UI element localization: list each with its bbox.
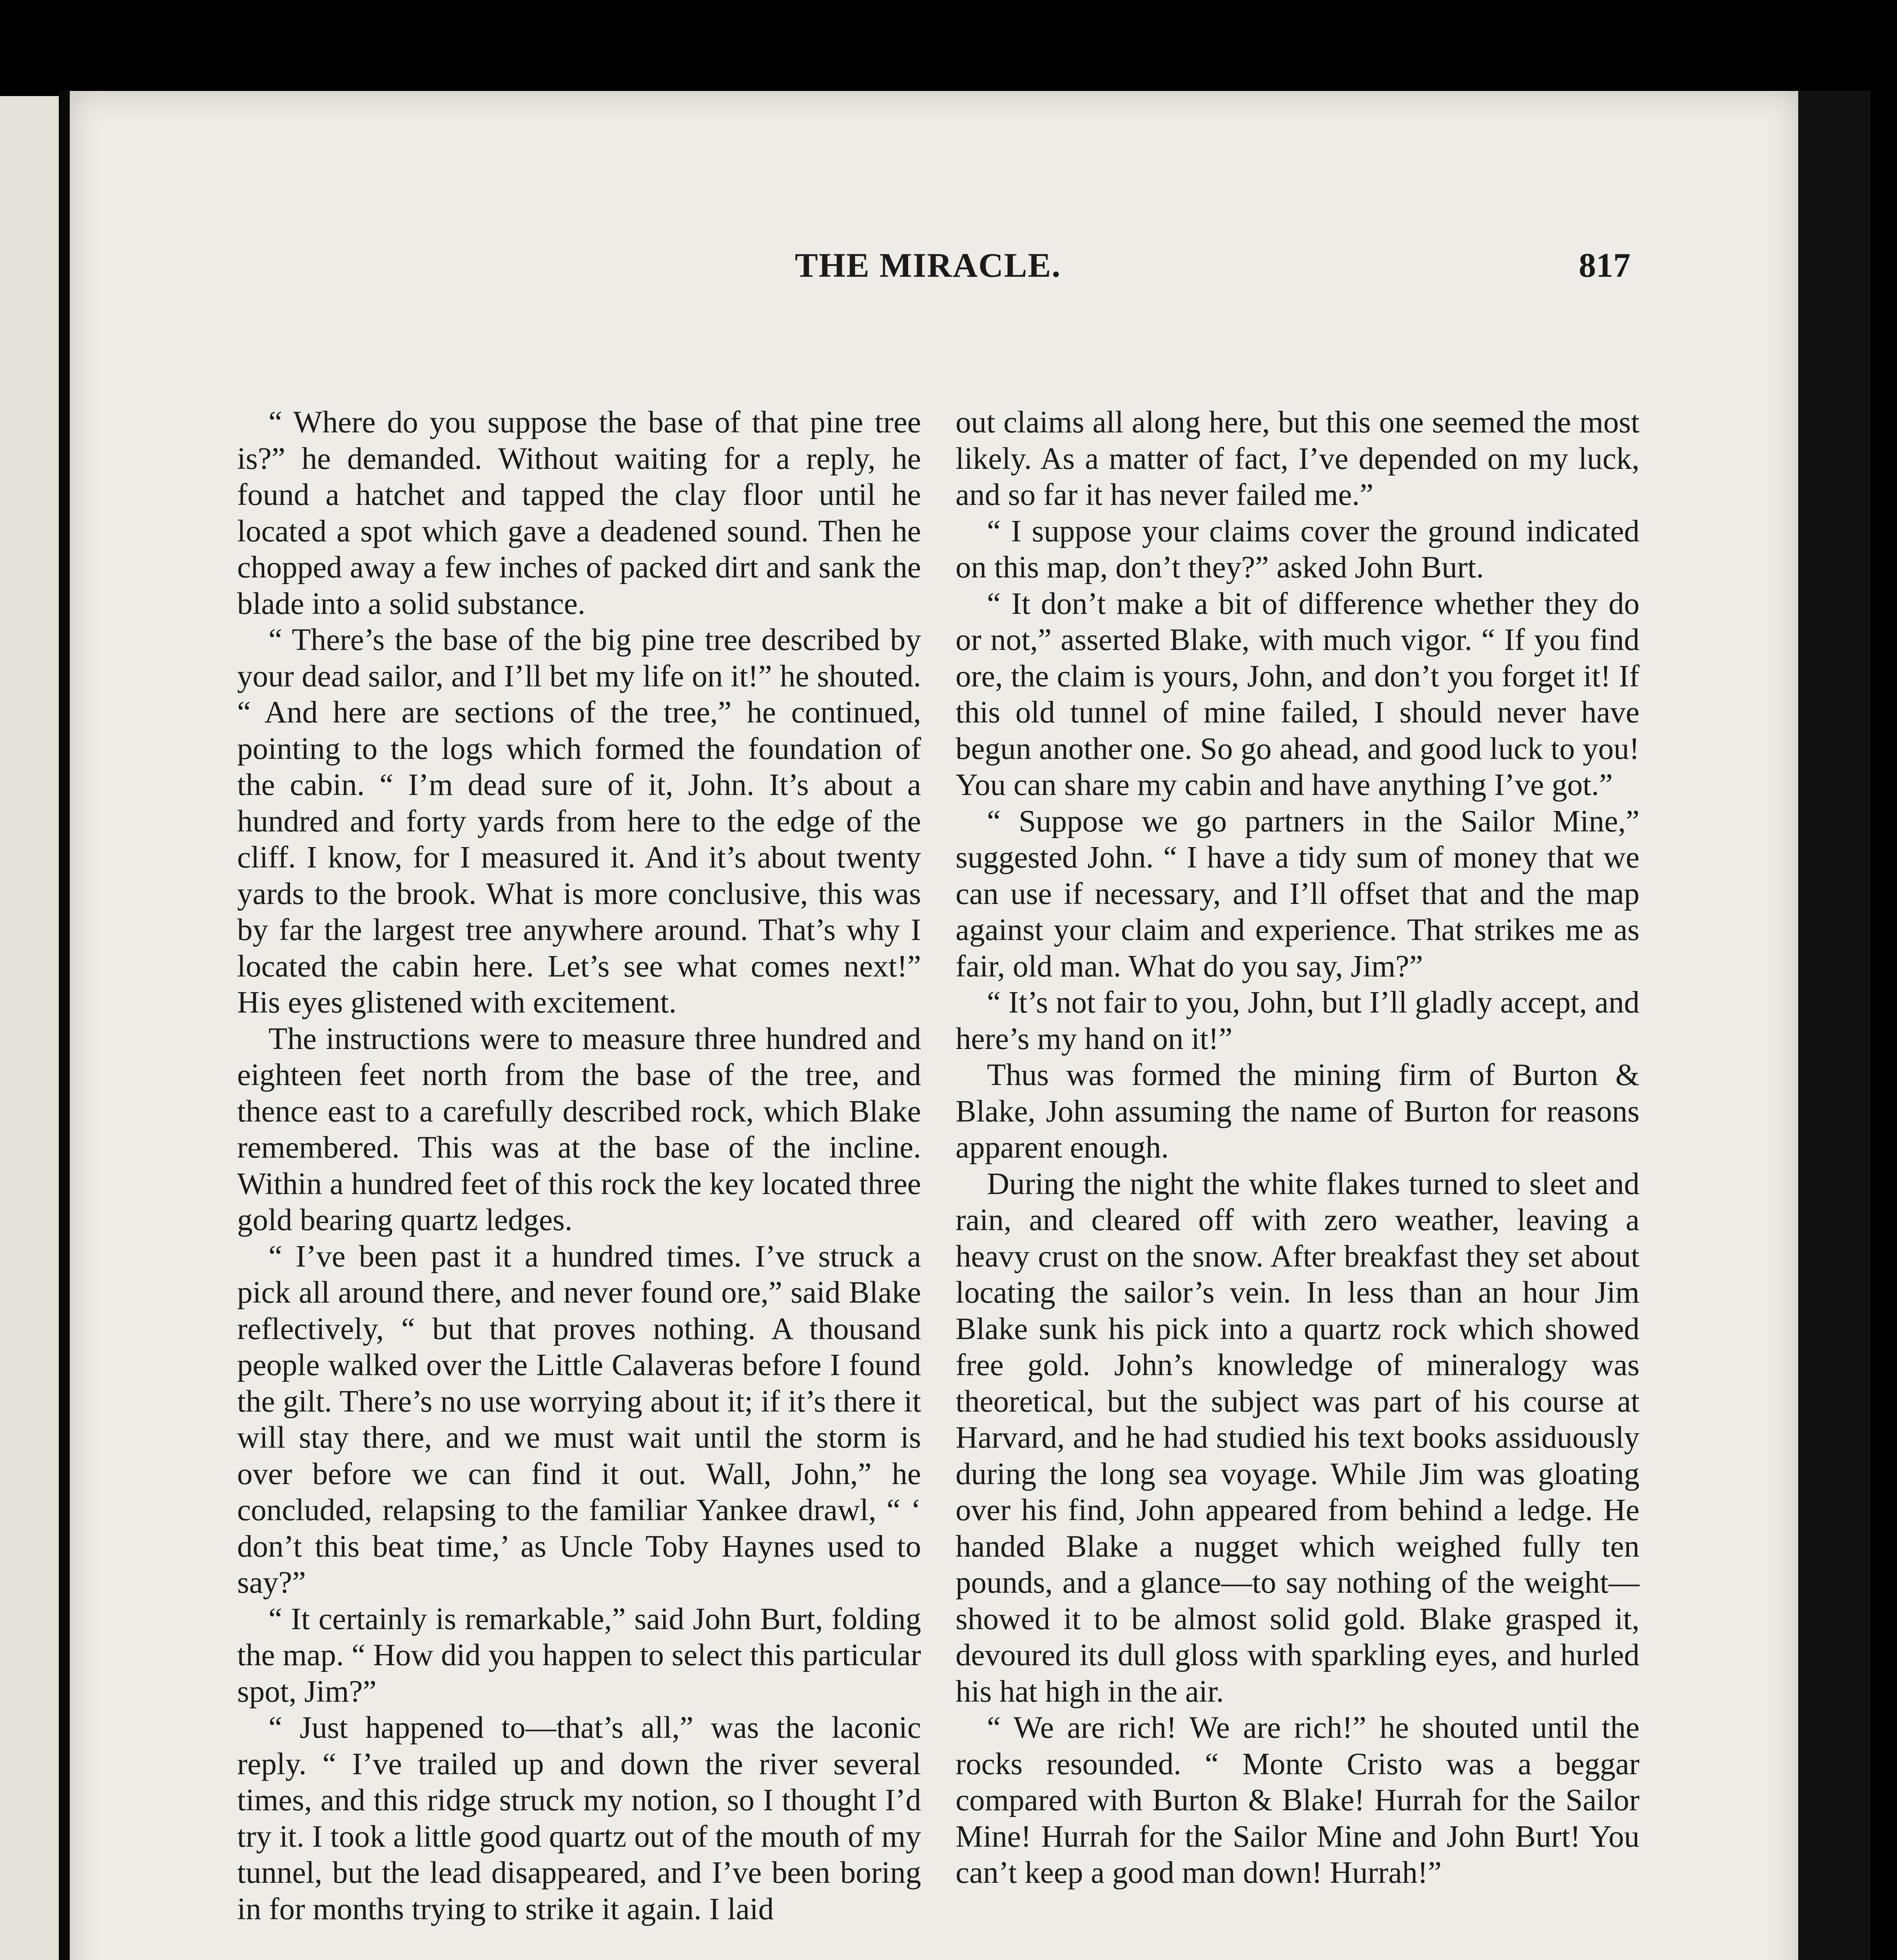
- book-page: [70, 91, 1798, 1960]
- paragraph: “ It’s not fair to you, John, but I’ll gladly accept, and here’s my hand on it!”: [956, 985, 1639, 1056]
- paragraph: During the night the white flakes turned to sleet and rain, and cleared off with zero weather, leaving a heavy crust on the snow. After breakfast they set about locating the sailor’s vein. In less than an hour Jim Blake sunk his pick into a quartz rock which showed free gold. John’s knowledge of mineralogy was theoretical, but the subject was part of his course at Harvard, and he had studied his text books assiduously during the long sea voyage. While Jim was gloating over his find, John appeared from behind a ledge. He handed Blake a nugget which weighed fully ten pounds, and a glance—to say nothing of the weight—showed it to be almost solid gold. Blake grasped it, devoured its dull gloss with sparkling eyes, and hurled his hat high in the air.: [956, 1167, 1639, 1709]
- page-header: [70, 246, 1798, 297]
- right-column: [956, 405, 1639, 1891]
- running-title: THE MIRACLE.: [795, 247, 1061, 285]
- previous-page-edge: [0, 96, 59, 1960]
- paragraph: Thus was formed the mining firm of Burton & Blake, John assuming the name of Burton for reasons apparent enough.: [956, 1058, 1639, 1165]
- paragraph: “ Just happened to—that’s all,” was the laconic reply. “ I’ve trailed up and down the river several times, and this ridge struck my notion, so I thought I’d try it. I took a little good quartz out of the mouth of my tunnel, but the lead disappeared, and I’ve been boring in for months trying to strike it again. I laid: [237, 1711, 921, 1926]
- paragraph: “ It certainly is remarkable,” said John Burt, folding the map. “ How did you happen to select this particular spot, Jim?”: [237, 1602, 921, 1709]
- paragraph: “ Suppose we go partners in the Sailor Mine,” suggested John. “ I have a tidy sum of money that we can use if necessary, and I’ll offset that and the map against your claim and experience. That strikes me as fair, old man. What do you say, Jim?”: [956, 804, 1639, 984]
- page-number: 817: [1579, 247, 1630, 285]
- paragraph: “ We are rich! We are rich!” he shouted until the rocks resounded. “ Monte Cristo was a beggar compared with Burton & Blake! Hurrah for the Sailor Mine! Hurrah for the Sailor Mine and John Burt! You can’t keep a good man down! Hurrah!”: [956, 1711, 1639, 1890]
- paragraph: “ It don’t make a bit of difference whether they do or not,” asserted Blake, with much vigor. “ If you find ore, the claim is yours, John, and don’t you forget it! If this old tunnel of mine failed, I should never have begun another one. So go ahead, and good luck to you! You can share my cabin and have anything I’ve got.”: [956, 586, 1639, 802]
- paragraph: “ Where do you suppose the base of that pine tree is?” he demanded. Without waiting for a reply, he found a hatchet and tapped the clay floor until he located a spot which gave a deadened sound. Then he chopped away a few inches of packed dirt and sank the blade into a solid substance.: [237, 405, 921, 621]
- paragraph: out claims all along here, but this one seemed the most likely. As a matter of fact, I’ve depended on my luck, and so far it has never failed me.”: [956, 405, 1639, 512]
- paragraph: “ There’s the base of the big pine tree described by your dead sailor, and I’ll bet my life on it!” he shouted. “ And here are sections of the tree,” he continued, pointing to the logs which formed the foundation of the cabin. “ I’m dead sure of it, John. It’s about a hundred and forty yards from here to the edge of the cliff. I know, for I measured it. And it’s about twenty yards to the brook. What is more conclusive, this was by far the largest tree anywhere around. That’s why I located the cabin here. Let’s see what comes next!” His eyes glistened with excitement.: [237, 623, 921, 1020]
- paragraph: “ I suppose your claims cover the ground indicated on this map, don’t they?” asked John Burt.: [956, 514, 1639, 584]
- paragraph: The instructions were to measure three hundred and eighteen feet north from the base of the tree, and thence east to a carefully described rock, which Blake remembered. This was at the base of the incline. Within a hundred feet of this rock the key located three gold bearing quartz ledges.: [237, 1022, 921, 1237]
- left-column: [237, 405, 921, 1927]
- scan-border: [1798, 91, 1871, 1960]
- book-gutter: [59, 90, 70, 1960]
- paragraph: “ I’ve been past it a hundred times. I’ve struck a pick all around there, and never found ore,” said Blake reflectively, “ but that proves nothing. A thousand people walked over the Little Calaveras before I found the gilt. There’s no use worrying about it; if it’s there it will stay there, and we must wait until the storm is over before we can find it out. Wall, John,” he concluded, relapsing to the familiar Yankee drawl, “ ‘ don’t this beat time,’ as Uncle Toby Haynes used to say?”: [237, 1239, 921, 1600]
